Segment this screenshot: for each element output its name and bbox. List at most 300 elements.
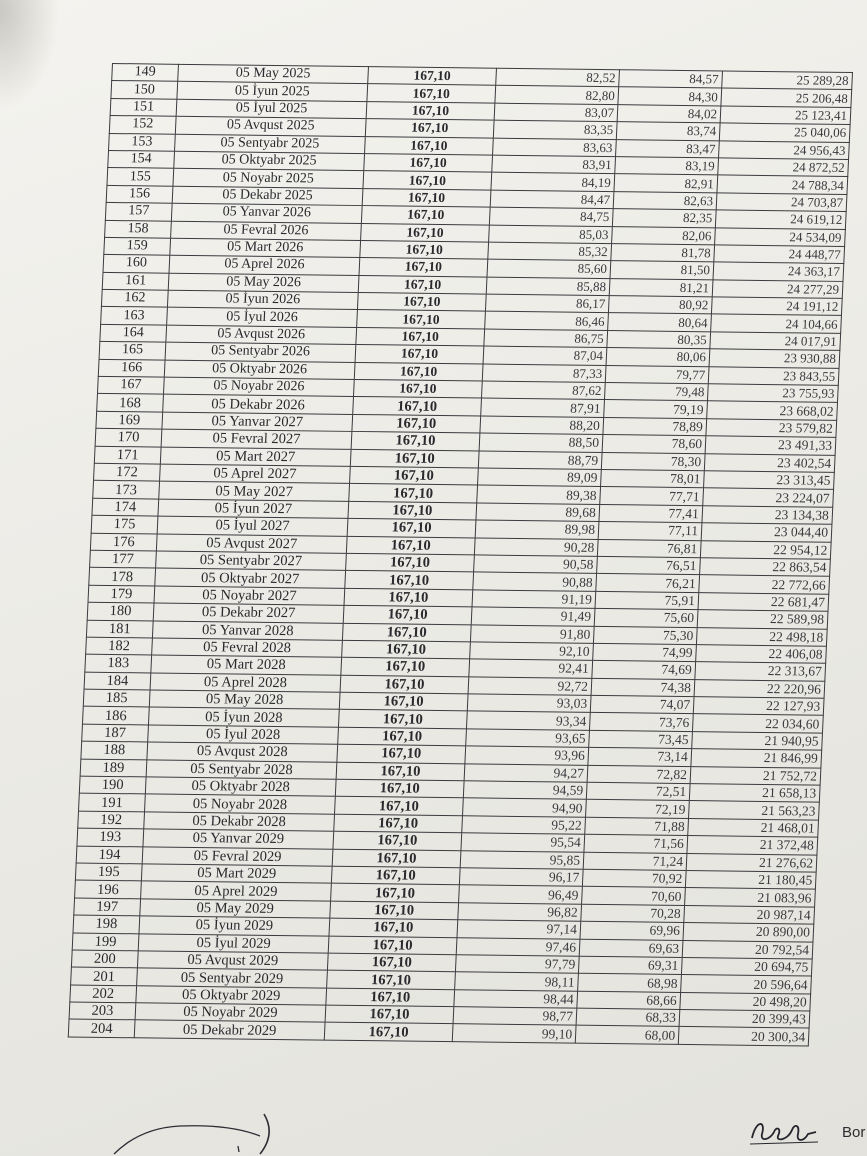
remaining-balance-cell: 24 448,77 xyxy=(714,245,845,264)
principal-amount-cell: 73,45 xyxy=(589,730,693,749)
signature-label: Bor xyxy=(842,1124,866,1141)
payment-date-cell: 05 Fevral 2027 xyxy=(161,429,352,449)
payment-date-cell: 05 İyun 2028 xyxy=(148,707,339,727)
principal-amount-cell: 83,47 xyxy=(616,139,720,158)
interest-amount-cell: 95,22 xyxy=(462,816,586,835)
payment-date-cell: 05 İyun 2027 xyxy=(158,499,349,519)
interest-amount-cell: 91,19 xyxy=(472,590,596,609)
principal-amount-cell: 81,21 xyxy=(609,278,713,297)
installment-number-cell: 182 xyxy=(86,637,153,655)
payment-amount-cell: 167,10 xyxy=(357,310,486,329)
payment-date-cell: 05 Avqust 2027 xyxy=(156,534,347,554)
principal-amount-cell: 80,06 xyxy=(606,348,710,367)
principal-amount-cell: 79,77 xyxy=(605,365,709,384)
payment-amount-cell: 167,10 xyxy=(345,571,474,590)
principal-amount-cell: 74,99 xyxy=(593,643,697,662)
interest-amount-cell: 97,14 xyxy=(457,920,581,939)
payment-amount-cell: 167,10 xyxy=(357,293,486,312)
installment-number-cell: 184 xyxy=(84,672,151,690)
interest-amount-cell: 98,44 xyxy=(454,989,578,1008)
remaining-balance-cell: 23 491,33 xyxy=(705,436,836,455)
payment-amount-cell: 167,10 xyxy=(347,519,476,538)
payment-date-cell: 05 Sentyabr 2026 xyxy=(165,342,356,362)
remaining-balance-cell: 25 206,48 xyxy=(721,88,852,107)
remaining-balance-cell: 20 987,14 xyxy=(684,905,815,924)
page-corner-shadow xyxy=(0,0,60,110)
principal-amount-cell: 69,63 xyxy=(579,939,683,958)
remaining-balance-cell: 21 276,62 xyxy=(686,853,817,872)
payment-amount-cell: 167,10 xyxy=(342,640,471,659)
interest-amount-cell: 96,49 xyxy=(459,885,583,904)
principal-amount-cell: 74,38 xyxy=(591,678,695,697)
remaining-balance-cell: 24 703,87 xyxy=(716,193,847,212)
payment-date-cell: 05 Oktyabr 2027 xyxy=(155,568,346,588)
payment-date-cell: 05 Avqust 2026 xyxy=(166,325,357,345)
remaining-balance-cell: 25 040,06 xyxy=(719,123,850,142)
principal-amount-cell: 76,81 xyxy=(597,539,701,558)
payment-date-cell: 05 Dekabr 2027 xyxy=(153,603,344,623)
payment-date-cell: 05 Mart 2027 xyxy=(160,447,351,467)
installment-number-cell: 180 xyxy=(87,602,154,620)
interest-amount-cell: 82,52 xyxy=(496,68,620,87)
remaining-balance-cell: 24 277,29 xyxy=(712,280,843,299)
principal-amount-cell: 79,48 xyxy=(604,383,708,402)
interest-amount-cell: 94,90 xyxy=(463,798,587,817)
payment-date-cell: 05 Oktyabr 2026 xyxy=(164,360,355,380)
remaining-balance-cell: 22 220,96 xyxy=(694,679,825,698)
installment-number-cell: 186 xyxy=(82,707,149,725)
payment-date-cell: 05 Fevral 2029 xyxy=(142,846,333,866)
payment-amount-cell: 167,10 xyxy=(352,414,481,433)
principal-amount-cell: 79,19 xyxy=(604,400,708,419)
remaining-balance-cell: 22 863,54 xyxy=(700,558,831,577)
payment-date-cell: 05 Dekabr 2026 xyxy=(163,395,354,415)
interest-amount-cell: 85,88 xyxy=(486,277,610,296)
principal-amount-cell: 69,96 xyxy=(580,921,684,940)
interest-amount-cell: 84,19 xyxy=(491,172,615,191)
principal-amount-cell: 70,28 xyxy=(581,904,685,923)
installment-number-cell: 199 xyxy=(72,933,139,951)
payment-amount-cell: 167,10 xyxy=(362,188,491,207)
installment-number-cell: 188 xyxy=(81,741,148,759)
interest-amount-cell: 84,47 xyxy=(490,190,614,209)
payment-date-cell: 05 Yanvar 2028 xyxy=(152,621,343,641)
payment-date-cell: 05 Oktyabr 2029 xyxy=(136,986,327,1006)
interest-amount-cell: 83,35 xyxy=(493,120,617,139)
payment-amount-cell: 167,10 xyxy=(351,432,480,451)
interest-amount-cell: 85,60 xyxy=(487,259,611,278)
principal-amount-cell: 83,74 xyxy=(616,122,720,141)
payment-date-cell: 05 May 2026 xyxy=(168,273,359,293)
interest-amount-cell: 87,91 xyxy=(481,398,605,417)
remaining-balance-cell: 21 372,48 xyxy=(687,836,818,855)
remaining-balance-cell: 22 954,12 xyxy=(700,540,831,559)
payment-amount-cell: 167,10 xyxy=(355,345,484,364)
remaining-balance-cell: 22 313,67 xyxy=(695,662,826,681)
interest-amount-cell: 84,75 xyxy=(489,207,613,226)
remaining-balance-cell: 22 589,98 xyxy=(697,610,828,629)
principal-amount-cell: 82,06 xyxy=(612,226,716,245)
installment-number-cell: 158 xyxy=(105,220,172,238)
remaining-balance-cell: 24 104,66 xyxy=(711,314,842,333)
remaining-balance-cell: 22 498,18 xyxy=(696,627,827,646)
interest-amount-cell: 89,38 xyxy=(477,485,601,504)
payment-date-cell: 05 May 2025 xyxy=(178,64,369,84)
payment-amount-cell: 167,10 xyxy=(324,1023,453,1042)
interest-amount-cell: 92,41 xyxy=(469,659,593,678)
payment-amount-cell: 167,10 xyxy=(339,692,468,711)
remaining-balance-cell: 21 752,72 xyxy=(690,766,821,785)
principal-amount-cell: 69,31 xyxy=(578,956,682,975)
remaining-balance-cell: 24 363,17 xyxy=(713,262,844,281)
payment-date-cell: 05 İyun 2026 xyxy=(167,290,358,310)
principal-amount-cell: 77,41 xyxy=(599,504,703,523)
handwritten-mark xyxy=(110,1108,280,1156)
installment-number-cell: 151 xyxy=(110,98,177,116)
installment-number-cell: 183 xyxy=(85,654,152,672)
payment-amount-cell: 167,10 xyxy=(353,379,482,398)
payment-amount-cell: 167,10 xyxy=(332,849,461,868)
interest-amount-cell: 83,63 xyxy=(493,138,617,157)
remaining-balance-cell: 20 694,75 xyxy=(681,957,812,976)
interest-amount-cell: 82,80 xyxy=(495,86,619,105)
interest-amount-cell: 90,58 xyxy=(474,555,598,574)
remaining-balance-cell: 23 668,02 xyxy=(707,401,838,420)
payment-amount-cell: 167,10 xyxy=(335,779,464,798)
remaining-balance-cell: 20 890,00 xyxy=(683,923,814,942)
payment-amount-cell: 167,10 xyxy=(329,918,458,937)
interest-amount-cell: 95,54 xyxy=(461,833,585,852)
principal-amount-cell: 68,66 xyxy=(577,991,681,1010)
payment-amount-cell: 167,10 xyxy=(346,553,475,572)
principal-amount-cell: 82,91 xyxy=(614,174,718,193)
payment-date-cell: 05 Sentyabr 2029 xyxy=(137,968,328,988)
payment-date-cell: 05 İyul 2028 xyxy=(148,725,339,745)
principal-amount-cell: 71,56 xyxy=(584,834,688,853)
installment-number-cell: 190 xyxy=(79,776,146,794)
interest-amount-cell: 87,62 xyxy=(481,381,605,400)
remaining-balance-cell: 22 127,93 xyxy=(693,697,824,716)
principal-amount-cell: 80,92 xyxy=(608,296,712,315)
payment-date-cell: 05 Noyabr 2025 xyxy=(173,169,364,189)
payment-date-cell: 05 Fevral 2026 xyxy=(171,221,362,241)
installment-number-cell: 192 xyxy=(78,811,145,829)
interest-amount-cell: 97,79 xyxy=(455,955,579,974)
remaining-balance-cell: 25 123,41 xyxy=(720,106,851,125)
payment-date-cell: 05 Noyabr 2027 xyxy=(154,586,345,606)
payment-date-cell: 05 İyul 2025 xyxy=(176,99,367,119)
payment-date-cell: 05 Sentyabr 2025 xyxy=(175,134,366,154)
payment-date-cell: 05 Aprel 2026 xyxy=(169,256,360,276)
payment-date-cell: 05 Dekabr 2025 xyxy=(172,186,363,206)
principal-amount-cell: 82,35 xyxy=(612,209,716,228)
interest-amount-cell: 85,32 xyxy=(488,242,612,261)
payment-amount-cell: 167,10 xyxy=(335,797,464,816)
payment-date-cell: 05 Aprel 2028 xyxy=(150,673,341,693)
installment-number-cell: 181 xyxy=(86,620,153,638)
payment-date-cell: 05 Oktyabr 2025 xyxy=(174,151,365,171)
payment-amount-cell: 167,10 xyxy=(363,171,492,190)
remaining-balance-cell: 23 402,54 xyxy=(704,453,835,472)
payment-amount-cell: 167,10 xyxy=(350,466,479,485)
payment-date-cell: 05 Dekabr 2028 xyxy=(144,812,335,832)
installment-number-cell: 195 xyxy=(75,863,142,881)
installment-number-cell: 204 xyxy=(68,1019,135,1037)
interest-amount-cell: 92,72 xyxy=(468,677,592,696)
payment-date-cell: 05 Sentyabr 2028 xyxy=(146,760,337,780)
payment-amount-cell: 167,10 xyxy=(337,744,466,763)
interest-amount-cell: 94,27 xyxy=(464,763,588,782)
installment-number-cell: 170 xyxy=(95,429,162,447)
remaining-balance-cell: 23 044,40 xyxy=(701,523,832,542)
interest-amount-cell: 87,04 xyxy=(483,346,607,365)
interest-amount-cell: 88,79 xyxy=(478,451,602,470)
interest-amount-cell: 91,49 xyxy=(471,607,595,626)
payment-date-cell: 05 Mart 2026 xyxy=(170,238,361,258)
payment-amount-cell: 167,10 xyxy=(326,988,455,1007)
payment-date-cell: 05 Aprel 2027 xyxy=(160,464,351,484)
interest-amount-cell: 93,34 xyxy=(466,711,590,730)
payment-amount-cell: 167,10 xyxy=(354,362,483,381)
principal-amount-cell: 74,69 xyxy=(592,661,696,680)
remaining-balance-cell: 20 399,43 xyxy=(679,1010,810,1029)
principal-amount-cell: 70,92 xyxy=(582,869,686,888)
payment-date-cell: 05 Yanvar 2026 xyxy=(171,203,362,223)
remaining-balance-cell: 24 191,12 xyxy=(711,297,842,316)
interest-amount-cell: 96,82 xyxy=(458,902,582,921)
installment-number-cell: 201 xyxy=(71,967,138,985)
payment-amount-cell: 167,10 xyxy=(353,397,482,416)
interest-amount-cell: 98,77 xyxy=(453,1007,577,1026)
installment-number-cell: 191 xyxy=(79,794,146,812)
payment-amount-cell: 167,10 xyxy=(338,727,467,746)
principal-amount-cell: 80,64 xyxy=(608,313,712,332)
payment-amount-cell: 167,10 xyxy=(334,814,463,833)
interest-amount-cell: 96,17 xyxy=(459,868,583,887)
payment-date-cell: 05 Yanvar 2027 xyxy=(162,412,353,432)
installment-number-cell: 167 xyxy=(97,376,164,394)
payment-date-cell: 05 İyun 2025 xyxy=(177,82,368,102)
interest-amount-cell: 93,65 xyxy=(466,729,590,748)
payment-amount-cell: 167,10 xyxy=(364,154,493,173)
remaining-balance-cell: 23 313,45 xyxy=(704,471,835,490)
remaining-balance-cell: 23 134,38 xyxy=(702,505,833,524)
payment-date-cell: 05 Oktyabr 2028 xyxy=(145,777,336,797)
interest-amount-cell: 87,33 xyxy=(482,364,606,383)
installment-number-cell: 157 xyxy=(105,203,172,221)
principal-amount-cell: 77,11 xyxy=(598,522,702,541)
installment-number-cell: 194 xyxy=(76,846,143,864)
payment-amount-cell: 167,10 xyxy=(342,623,471,642)
payment-amount-cell: 167,10 xyxy=(331,884,460,903)
principal-amount-cell: 70,60 xyxy=(582,887,686,906)
payment-amount-cell: 167,10 xyxy=(327,970,456,989)
payment-amount-cell: 167,10 xyxy=(365,119,494,138)
principal-amount-cell: 78,60 xyxy=(602,435,706,454)
payment-date-cell: 05 May 2027 xyxy=(159,481,350,501)
payment-amount-cell: 167,10 xyxy=(361,223,490,242)
installment-number-cell: 189 xyxy=(80,759,147,777)
interest-amount-cell: 93,03 xyxy=(467,694,591,713)
remaining-balance-cell: 22 034,60 xyxy=(692,714,823,733)
installment-number-cell: 193 xyxy=(77,828,144,846)
principal-amount-cell: 78,30 xyxy=(601,452,705,471)
principal-amount-cell: 68,98 xyxy=(578,974,682,993)
interest-amount-cell: 85,03 xyxy=(489,225,613,244)
principal-amount-cell: 72,82 xyxy=(587,765,691,784)
payment-amount-cell: 167,10 xyxy=(341,658,470,677)
payment-amount-cell: 167,10 xyxy=(331,866,460,885)
remaining-balance-cell: 20 792,54 xyxy=(682,940,813,959)
payment-amount-cell: 167,10 xyxy=(366,101,495,120)
interest-amount-cell: 83,07 xyxy=(494,103,618,122)
payment-date-cell: 05 İyul 2027 xyxy=(157,516,348,536)
installment-number-cell: 173 xyxy=(93,481,160,499)
installment-number-cell: 154 xyxy=(108,150,175,168)
principal-amount-cell: 84,30 xyxy=(618,87,722,106)
remaining-balance-cell: 20 596,64 xyxy=(681,975,812,994)
payment-schedule xyxy=(64,63,852,1131)
remaining-balance-cell: 24 872,52 xyxy=(718,158,849,177)
interest-amount-cell: 86,75 xyxy=(484,329,608,348)
payment-date-cell: 05 Fevral 2028 xyxy=(152,638,343,658)
payment-amount-cell: 167,10 xyxy=(348,501,477,520)
installment-number-cell: 198 xyxy=(73,915,140,933)
principal-amount-cell: 84,57 xyxy=(619,70,723,89)
payment-amount-cell: 167,10 xyxy=(325,1005,454,1024)
principal-amount-cell: 77,71 xyxy=(600,487,704,506)
remaining-balance-cell: 24 956,43 xyxy=(719,140,850,159)
installment-number-cell: 159 xyxy=(104,237,171,255)
principal-amount-cell: 68,00 xyxy=(575,1026,679,1045)
payment-date-cell: 05 İyul 2026 xyxy=(167,308,358,328)
payment-amount-cell: 167,10 xyxy=(349,484,478,503)
payment-date-cell: 05 Aprel 2029 xyxy=(141,881,332,901)
installment-number-cell: 156 xyxy=(106,185,173,203)
principal-amount-cell: 68,33 xyxy=(576,1008,680,1027)
interest-amount-cell: 89,68 xyxy=(476,503,600,522)
interest-amount-cell: 94,59 xyxy=(463,781,587,800)
interest-amount-cell: 92,10 xyxy=(470,642,594,661)
payment-schedule-table xyxy=(68,63,853,1046)
payment-date-cell: 05 Dekabr 2029 xyxy=(134,1020,325,1040)
interest-amount-cell: 88,50 xyxy=(479,433,603,452)
remaining-balance-cell: 24 788,34 xyxy=(717,175,848,194)
installment-number-cell: 176 xyxy=(90,533,157,551)
interest-amount-cell: 90,28 xyxy=(474,537,598,556)
payment-amount-cell: 167,10 xyxy=(346,536,475,555)
installment-number-cell: 187 xyxy=(82,724,149,742)
interest-amount-cell: 83,91 xyxy=(492,155,616,174)
payment-amount-cell: 167,10 xyxy=(361,206,490,225)
payment-amount-cell: 167,10 xyxy=(333,831,462,850)
principal-amount-cell: 76,51 xyxy=(597,556,701,575)
payment-date-cell: 05 İyul 2029 xyxy=(138,933,329,953)
installment-number-cell: 169 xyxy=(96,411,163,429)
installment-number-cell: 179 xyxy=(88,585,155,603)
payment-amount-cell: 167,10 xyxy=(356,327,485,346)
remaining-balance-cell: 21 940,95 xyxy=(692,731,823,750)
payment-amount-cell: 167,10 xyxy=(327,953,456,972)
principal-amount-cell: 80,35 xyxy=(607,330,711,349)
remaining-balance-cell: 21 563,23 xyxy=(689,801,820,820)
payment-date-cell: 05 Avqust 2028 xyxy=(147,742,338,762)
payment-amount-cell: 167,10 xyxy=(340,675,469,694)
remaining-balance-cell: 23 755,93 xyxy=(707,384,838,403)
payment-date-cell: 05 Avqust 2025 xyxy=(175,116,366,136)
payment-amount-cell: 167,10 xyxy=(365,136,494,155)
remaining-balance-cell: 23 930,88 xyxy=(709,349,840,368)
payment-date-cell: 05 May 2028 xyxy=(149,690,340,710)
principal-amount-cell: 75,60 xyxy=(594,609,698,628)
installment-number-cell: 202 xyxy=(70,985,137,1003)
principal-amount-cell: 73,76 xyxy=(589,713,693,732)
interest-amount-cell: 98,11 xyxy=(455,972,579,991)
interest-amount-cell: 90,88 xyxy=(473,572,597,591)
installment-number-cell: 150 xyxy=(111,81,178,99)
payment-date-cell: 05 May 2029 xyxy=(140,899,331,919)
installment-number-cell: 166 xyxy=(98,359,165,377)
payment-date-cell: 05 Yanvar 2029 xyxy=(143,829,334,849)
installment-number-cell: 177 xyxy=(90,550,157,568)
remaining-balance-cell: 23 843,55 xyxy=(708,366,839,385)
payment-date-cell: 05 Sentyabr 2027 xyxy=(156,551,347,571)
remaining-balance-cell: 21 468,01 xyxy=(688,818,819,837)
principal-amount-cell: 82,63 xyxy=(613,191,717,210)
principal-amount-cell: 78,89 xyxy=(603,417,707,436)
remaining-balance-cell: 22 406,08 xyxy=(696,645,827,664)
installment-number-cell: 178 xyxy=(89,568,156,586)
installment-number-cell: 162 xyxy=(101,289,168,307)
payment-date-cell: 05 Noyabr 2028 xyxy=(145,794,336,814)
interest-amount-cell: 99,10 xyxy=(452,1024,576,1043)
payment-amount-cell: 167,10 xyxy=(368,67,497,86)
remaining-balance-cell: 23 579,82 xyxy=(706,419,837,438)
payment-amount-cell: 167,10 xyxy=(338,710,467,729)
principal-amount-cell: 72,51 xyxy=(586,782,690,801)
principal-amount-cell: 84,02 xyxy=(617,104,721,123)
installment-number-cell: 164 xyxy=(100,324,167,342)
payment-date-cell: 05 Noyabr 2026 xyxy=(163,377,354,397)
remaining-balance-cell: 24 017,91 xyxy=(710,332,841,351)
installment-number-cell: 172 xyxy=(94,463,161,481)
installment-number-cell: 197 xyxy=(74,898,141,916)
payment-date-cell: 05 Noyabr 2029 xyxy=(135,1003,326,1023)
installment-number-cell: 203 xyxy=(69,1002,136,1020)
installment-number-cell: 185 xyxy=(83,689,150,707)
installment-number-cell: 153 xyxy=(109,133,176,151)
installment-number-cell: 163 xyxy=(101,307,168,325)
installment-number-cell: 149 xyxy=(112,64,179,82)
signature-mark xyxy=(748,1116,820,1146)
payment-amount-cell: 167,10 xyxy=(328,936,457,955)
installment-number-cell: 196 xyxy=(75,880,142,898)
principal-amount-cell: 81,78 xyxy=(611,244,715,263)
payment-amount-cell: 167,10 xyxy=(358,275,487,294)
remaining-balance-cell: 24 534,09 xyxy=(715,227,846,246)
installment-number-cell: 174 xyxy=(92,498,159,516)
installment-number-cell: 161 xyxy=(102,272,169,290)
interest-amount-cell: 97,46 xyxy=(456,937,580,956)
payment-amount-cell: 167,10 xyxy=(350,449,479,468)
principal-amount-cell: 75,30 xyxy=(593,626,697,645)
installment-number-cell: 175 xyxy=(91,515,158,533)
payment-amount-cell: 167,10 xyxy=(330,901,459,920)
remaining-balance-cell: 20 300,34 xyxy=(678,1027,809,1046)
installment-number-cell: 165 xyxy=(99,342,166,360)
remaining-balance-cell: 21 846,99 xyxy=(691,749,822,768)
installment-number-cell: 171 xyxy=(94,446,161,464)
